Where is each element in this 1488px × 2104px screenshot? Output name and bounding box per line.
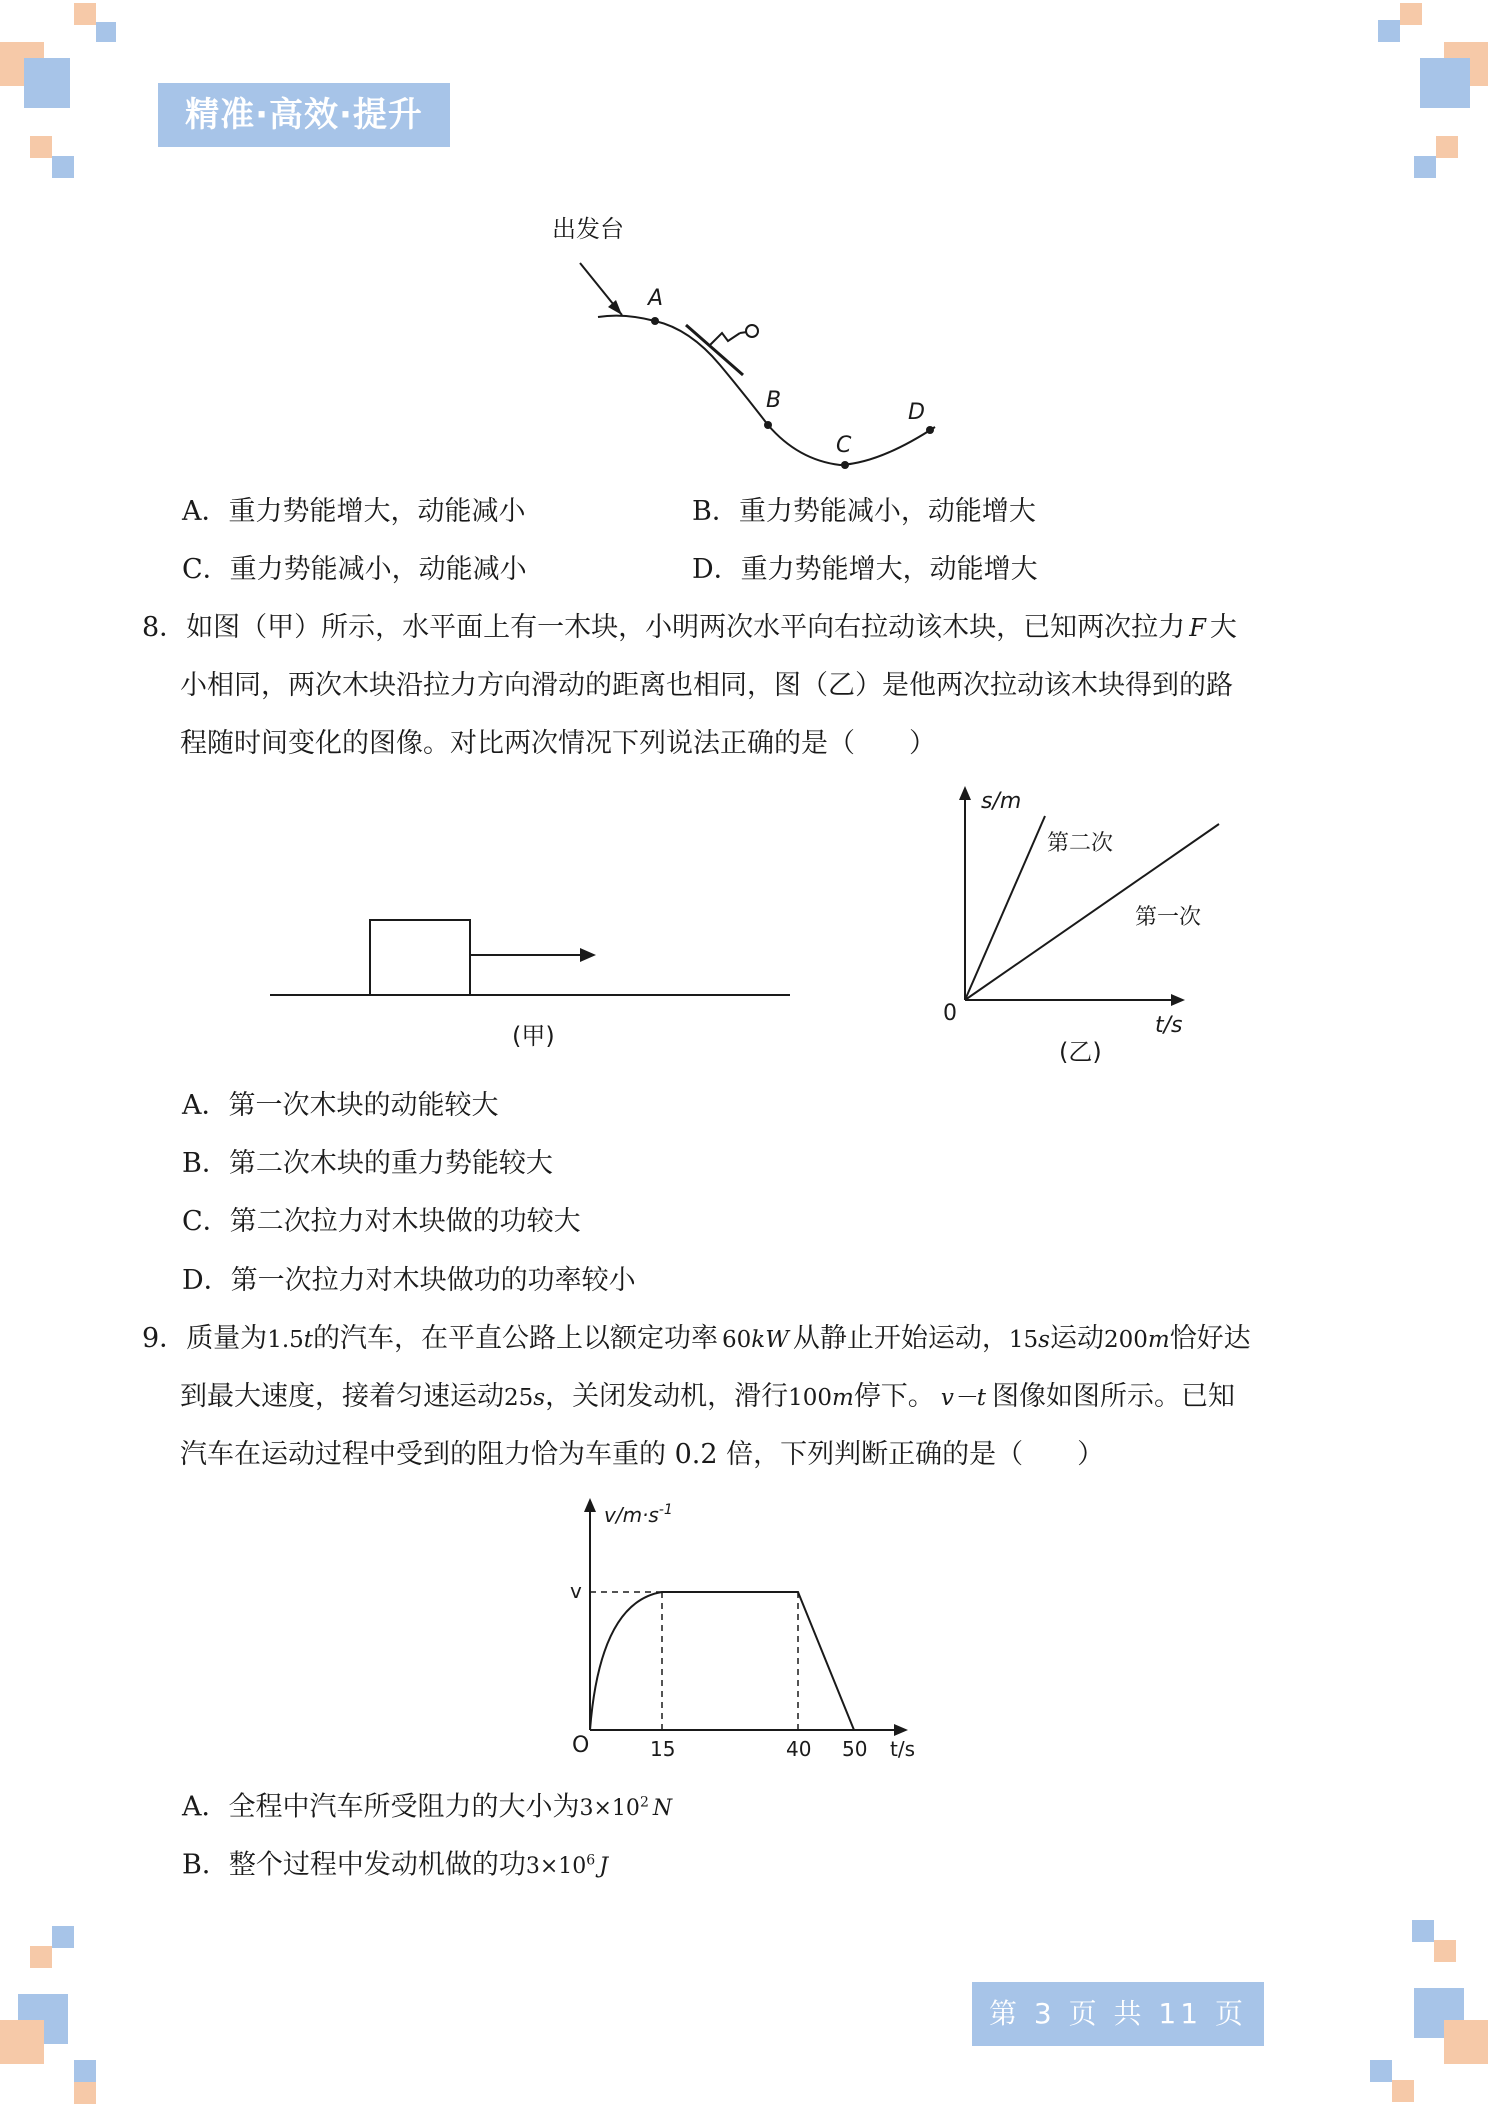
q7-option-b xyxy=(692,496,1036,528)
t-axis-label: t/s xyxy=(1155,1013,1183,1038)
q8-option-a-letter: A． xyxy=(182,1090,229,1121)
q9-l1-text-5: 恰好达 xyxy=(1169,1323,1251,1354)
point-a-label: A xyxy=(648,286,664,311)
s-axis-label: s/m xyxy=(981,789,1022,814)
q9-slide-distance-number: 100 xyxy=(788,1385,832,1411)
q7-option-c-text: 重力势能减小，动能减小 xyxy=(229,554,527,585)
q9-time-value xyxy=(1009,1327,1050,1353)
t-axis-arrow xyxy=(1171,994,1185,1006)
q9-option-b-exponent: 6 xyxy=(586,1853,596,1869)
point-b-label: B xyxy=(766,388,782,413)
q7-option-a xyxy=(182,496,526,528)
q8-option-c-letter: C． xyxy=(182,1206,230,1237)
v-max-label: v xyxy=(570,1579,582,1603)
point-d-dot xyxy=(926,426,934,434)
ski-slope-figure xyxy=(540,205,960,475)
t-axis-label: t/s xyxy=(890,1737,915,1761)
q9-l1-text-3: 从静止开始运动， xyxy=(792,1323,1009,1354)
q7-option-b-letter: B． xyxy=(692,496,739,527)
q8-line1-text: 如图（甲）所示，水平面上有一木块，小明两次水平向右拉动该木块，已知两次拉力 xyxy=(186,612,1186,643)
q8-option-a-text: 第一次木块的动能较大 xyxy=(228,1090,499,1121)
q9-mass-value xyxy=(267,1327,313,1353)
q9-l2-text-3: 停下。 xyxy=(853,1381,935,1412)
q8-stem-line-3: 程随时间变化的图像。对比两次情况下列说法正确的是（ ） xyxy=(180,728,936,759)
q8-number: 8． xyxy=(142,612,187,643)
point-b-dot xyxy=(764,421,772,429)
point-a-dot xyxy=(651,317,659,325)
v-axis-label-main: v/m·s xyxy=(604,1503,659,1527)
q8-option-b xyxy=(182,1148,553,1180)
q9-slide-distance-unit: m xyxy=(832,1385,854,1411)
q9-option-b xyxy=(182,1845,608,1883)
pull-force-arrow-head xyxy=(580,948,596,962)
q9-option-b-unit: J xyxy=(599,1854,609,1880)
q9-stem-line-1 xyxy=(142,1323,1251,1356)
velocity-curve xyxy=(590,1592,854,1730)
q9-power-number: 60 xyxy=(722,1327,752,1353)
v-axis-label xyxy=(604,1502,673,1527)
q9-uniform-time-number: 25 xyxy=(504,1385,534,1411)
q9-option-b-number: 3×10 xyxy=(525,1854,587,1880)
q9-option-b-text: 整个过程中发动机做的功 xyxy=(228,1849,526,1881)
q7-option-a-text: 重力势能增大，动能减小 xyxy=(228,496,526,527)
q8-stem-line-2: 小相同，两次木块沿拉力方向滑动的距离也相同，图（乙）是他两次拉动该木块得到的路 xyxy=(180,670,1233,701)
q9-option-a-exponent: 2 xyxy=(639,1795,649,1811)
start-platform-label: 出发台 xyxy=(552,215,624,243)
q9-l2-text-4: 图像如图所示。已知 xyxy=(992,1381,1236,1412)
tick-40: 40 xyxy=(786,1737,812,1761)
tick-50: 50 xyxy=(842,1737,868,1761)
origin-label: 0 xyxy=(943,1001,957,1026)
point-c-label: C xyxy=(836,433,852,458)
wood-block xyxy=(370,920,470,995)
q8-option-d-letter: D． xyxy=(182,1265,231,1296)
q7-option-c-letter: C． xyxy=(182,554,230,585)
q8-line1-end: 大 xyxy=(1209,612,1237,643)
q7-option-d-letter: D． xyxy=(692,554,741,585)
q9-l1-text-2: 的汽车，在平直公路上以额定功率 xyxy=(313,1323,719,1354)
q9-slide-distance-value xyxy=(788,1385,854,1411)
q8-option-b-text: 第二次木块的重力势能较大 xyxy=(228,1148,553,1179)
tick-15: 15 xyxy=(650,1737,676,1761)
point-c-dot xyxy=(841,461,849,469)
q9-stem-line-3: 汽车在运动过程中受到的阻力恰为车重的 0.2 倍，下列判断正确的是（ ） xyxy=(180,1439,1105,1470)
figure-yi-caption: (乙) xyxy=(1059,1038,1102,1066)
q8-force-var: F xyxy=(1189,614,1206,642)
q9-l1-text-4: 运动 xyxy=(1049,1323,1104,1354)
q8-option-a xyxy=(182,1090,499,1122)
q9-l1-text-1: 质量为 xyxy=(186,1323,268,1354)
q9-mass-number: 1.5 xyxy=(267,1327,304,1353)
q9-distance-value xyxy=(1104,1327,1170,1353)
q9-option-b-letter: B． xyxy=(182,1849,229,1881)
q8-option-d xyxy=(182,1265,636,1297)
q7-option-d xyxy=(692,554,1038,586)
q9-power-value xyxy=(722,1327,789,1353)
t-axis-arrow xyxy=(894,1724,908,1736)
first-run-label: 第一次 xyxy=(1135,905,1202,930)
vt-graph xyxy=(560,1492,940,1772)
q8-option-d-text: 第一次拉力对木块做功的功率较小 xyxy=(230,1265,636,1296)
q9-time-unit: s xyxy=(1038,1327,1050,1353)
point-d-label: D xyxy=(908,400,925,425)
q8-option-c-text: 第二次拉力对木块做的功较大 xyxy=(229,1206,581,1237)
figure-jia xyxy=(268,910,798,1060)
q9-uniform-time-value xyxy=(504,1385,545,1411)
start-arrow-head xyxy=(608,300,622,315)
page-number: 第 3 页 共 11 页 xyxy=(972,1982,1264,2046)
q7-option-d-text: 重力势能增大，动能增大 xyxy=(740,554,1038,585)
q9-distance-unit: m xyxy=(1147,1327,1170,1353)
q9-option-a-letter: A． xyxy=(182,1791,229,1823)
q9-option-b-value xyxy=(526,1854,608,1879)
q9-option-a xyxy=(182,1787,672,1825)
q7-option-c xyxy=(182,554,527,586)
q9-stem-line-2 xyxy=(180,1381,1235,1414)
q9-distance-number: 200 xyxy=(1103,1327,1148,1353)
figure-jia-caption: (甲) xyxy=(512,1022,555,1050)
q9-uniform-time-unit: s xyxy=(533,1385,546,1411)
q8-stem-line-1 xyxy=(142,612,1237,644)
q7-option-b-text: 重力势能减小，动能增大 xyxy=(738,496,1036,527)
q9-time-number: 15 xyxy=(1008,1327,1039,1353)
q8-option-b-letter: B． xyxy=(182,1148,229,1179)
header-tag: 精准·高效·提升 xyxy=(158,83,450,147)
q9-option-a-text: 全程中汽车所受阻力的大小为 xyxy=(228,1791,580,1823)
v-axis-label-sup: -1 xyxy=(658,1502,673,1518)
q9-option-a-unit: N xyxy=(652,1796,673,1822)
q9-l2-text-2: ，关闭发动机，滑行 xyxy=(545,1381,789,1412)
q9-power-unit: kW xyxy=(751,1327,789,1353)
q9-vt-label: v－t xyxy=(940,1385,987,1411)
s-axis-arrow xyxy=(959,786,971,800)
q9-number: 9． xyxy=(142,1323,187,1354)
q9-mass-unit: t xyxy=(303,1327,314,1353)
q9-option-a-value xyxy=(580,1796,673,1821)
second-run-label: 第二次 xyxy=(1047,831,1114,856)
figure-yi xyxy=(935,780,1235,1070)
q9-option-a-number: 3×10 xyxy=(579,1796,640,1822)
origin-label: O xyxy=(572,1733,590,1758)
q9-l2-text-1: 到最大速度，接着匀速运动 xyxy=(180,1381,504,1412)
q7-option-a-letter: A． xyxy=(182,496,229,527)
q8-option-c xyxy=(182,1206,581,1238)
v-axis-arrow xyxy=(584,1498,596,1512)
